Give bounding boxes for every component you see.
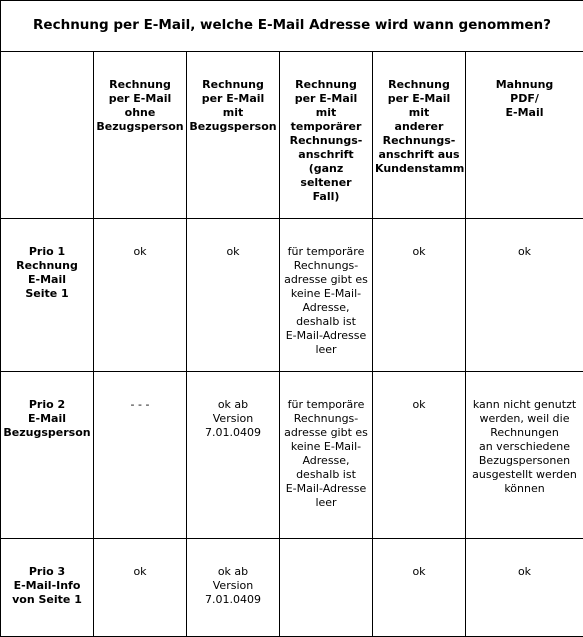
table-cell: ok [466,219,583,372]
header-cell-andere-anschrift: Rechnung per E-Mail mit anderer Rechnungs- anschrift aus Kundenstamm [373,52,466,219]
table-cell: ok [94,219,187,372]
table-title: Rechnung per E-Mail, welche E-Mail Adresse wird wann genommen? [1,1,583,52]
table-cell: ok ab Version 7.01.0409 [187,372,280,539]
header-cell-ohne-bezugsperson: Rechnung per E-Mail ohne Bezugsperson [94,52,187,219]
header-cell-temporaere-anschrift: Rechnung per E-Mail mit temporärer Rechnungs- anschrift (ganz seltener Fall) [280,52,373,219]
table-cell: für temporäre Rechnungs- adresse gibt es keine E-Mail- Adresse, deshalb ist E-Mail-Adresse leer [280,219,373,372]
row-label-prio-1: Prio 1 Rechnung E-Mail Seite 1 [1,219,94,372]
table-cell: ok [373,539,466,637]
title-row [1,1,583,52]
row-label-prio-2: Prio 2 E-Mail Bezugsperson [1,372,94,539]
table-cell: ok [187,219,280,372]
table-cell: für temporäre Rechnungs- adresse gibt es keine E-Mail- Adresse, deshalb ist E-Mail-Adresse leer [280,372,373,539]
table-cell [280,539,373,637]
header-corner-cell [1,52,94,219]
table-cell: ok [466,539,583,637]
table-cell: ok [94,539,187,637]
table-row-prio-1 [1,219,583,372]
table-row-prio-3 [1,539,583,637]
table-cell: ok ab Version 7.01.0409 [187,539,280,637]
header-cell-mahnung: Mahnung PDF/ E-Mail [466,52,583,219]
table-cell: ok [373,219,466,372]
table-cell: ok [373,372,466,539]
header-cell-mit-bezugsperson: Rechnung per E-Mail mit Bezugsperson [187,52,280,219]
table-cell: kann nicht genutzt werden, weil die Rechnungen an verschiedene Bezugspersonen ausgestellt werden können [466,372,583,539]
table-row-prio-2 [1,372,583,539]
table-cell: - - - [94,372,187,539]
row-label-prio-3: Prio 3 E-Mail-Info von Seite 1 [1,539,94,637]
header-row [1,52,583,219]
